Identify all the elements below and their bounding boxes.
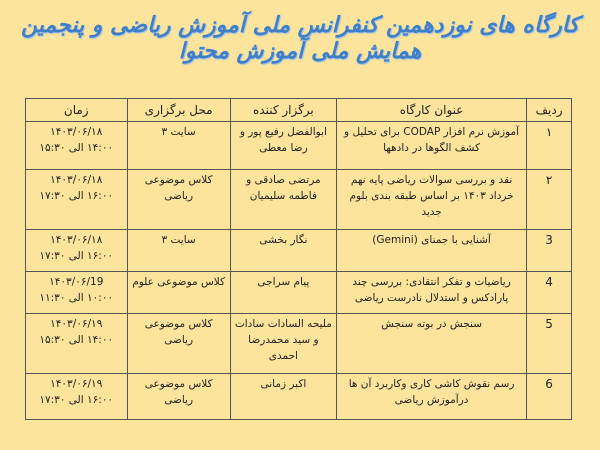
workshop-time — [26, 122, 128, 170]
row-num: 4 — [527, 272, 572, 314]
workshop-hours: ۱۰:۰۰ الی ۱۱:۳۰ — [39, 292, 114, 304]
header-title: عنوان کارگاه — [336, 99, 526, 122]
row-num: 3 — [527, 230, 572, 272]
workshop-schedule-table — [25, 98, 572, 420]
workshop-organizer: ابوالفضل رفیع پور و رضا معطی — [230, 122, 336, 170]
table-row — [26, 374, 572, 420]
workshop-time — [26, 170, 128, 230]
workshop-location: کلاس موضوعی ریاضی — [127, 170, 230, 230]
workshop-location: سایت ۳ — [127, 230, 230, 272]
workshop-date: ۱۴۰۳/۰۶/۱۸ — [50, 126, 103, 138]
workshop-time — [26, 272, 128, 314]
header-num: ردیف — [527, 99, 572, 122]
row-num: 6 — [527, 374, 572, 420]
workshop-location: کلاس موضوعی ریاضی — [127, 374, 230, 420]
workshop-organizer: پیام سراجی — [230, 272, 336, 314]
workshop-date: ۱۴۰۳/۰۶/۱۸ — [50, 174, 103, 186]
workshop-time — [26, 314, 128, 374]
table-row — [26, 170, 572, 230]
workshop-organizer: مرتضی صادقی و فاطمه سلیمیان — [230, 170, 336, 230]
row-num: 5 — [527, 314, 572, 374]
workshop-date: ۱۴۰۳/۰۶/۱۹ — [50, 318, 103, 330]
table-header-row — [26, 99, 572, 122]
workshop-title: آموزش نرم افزار CODAP برای تحلیل و کشف الگوها در دادهها — [336, 122, 526, 170]
workshop-time — [26, 374, 128, 420]
header-time: زمان — [26, 99, 128, 122]
workshop-date: ۱۴۰۳/۰۶/۱۸ — [50, 234, 103, 246]
row-num: ۲ — [527, 170, 572, 230]
table-row — [26, 230, 572, 272]
workshop-title: سنجش در بوته سنجش — [336, 314, 526, 374]
workshop-title: آشنایی با جمنای (Gemini) — [336, 230, 526, 272]
workshop-hours: ۱۶:۰۰ الی ۱۷:۳۰ — [39, 394, 114, 406]
workshop-organizer: نگار بخشی — [230, 230, 336, 272]
header-organizer: برگزار کننده — [230, 99, 336, 122]
workshop-organizer: اکبر زمانی — [230, 374, 336, 420]
workshop-date: ۱۴۰۳/۰۶/19 — [49, 276, 104, 288]
workshop-hours: ۱۴:۰۰ الی ۱۵:۳۰ — [39, 142, 114, 154]
workshop-location: کلاس موضوعی ریاضی — [127, 314, 230, 374]
workshop-hours: ۱۴:۰۰ الی ۱۵:۳۰ — [39, 334, 114, 346]
workshop-title: نقد و بررسی سوالات ریاضی پایه نهم خرداد ۱۴۰۳ بر اساس طبقه بندی بلوم جدید — [336, 170, 526, 230]
workshop-hours: ۱۶:۰۰ الی ۱۷:۳۰ — [39, 250, 114, 262]
table-row — [26, 122, 572, 170]
page-title: کارگاه های نوزدهمین کنفرانس ملی آموزش ریاضی و پنجمین همایش ملی آموزش محتوا — [21, 12, 579, 64]
table-row — [26, 272, 572, 314]
workshop-date: ۱۴۰۳/۰۶/۱۹ — [50, 378, 103, 390]
workshop-title: ریاضیات و تفکر انتقادی: بررسی چند پارادکس و استدلال نادرست ریاضی — [336, 272, 526, 314]
table-row — [26, 314, 572, 374]
workshop-location: سایت ۳ — [127, 122, 230, 170]
workshop-hours: ۱۶:۰۰ الی ۱۷:۳۰ — [39, 190, 114, 202]
workshop-title: رسم نقوش کاشی کاری وکاربرد آن ها درآموزش ریاضی — [336, 374, 526, 420]
workshop-time — [26, 230, 128, 272]
header-location: محل برگزاری — [127, 99, 230, 122]
workshop-organizer: ملیحه السادات سادات و سید محمدرضا احمدی — [230, 314, 336, 374]
workshop-location: کلاس موضوعی علوم — [127, 272, 230, 314]
row-num: ۱ — [527, 122, 572, 170]
